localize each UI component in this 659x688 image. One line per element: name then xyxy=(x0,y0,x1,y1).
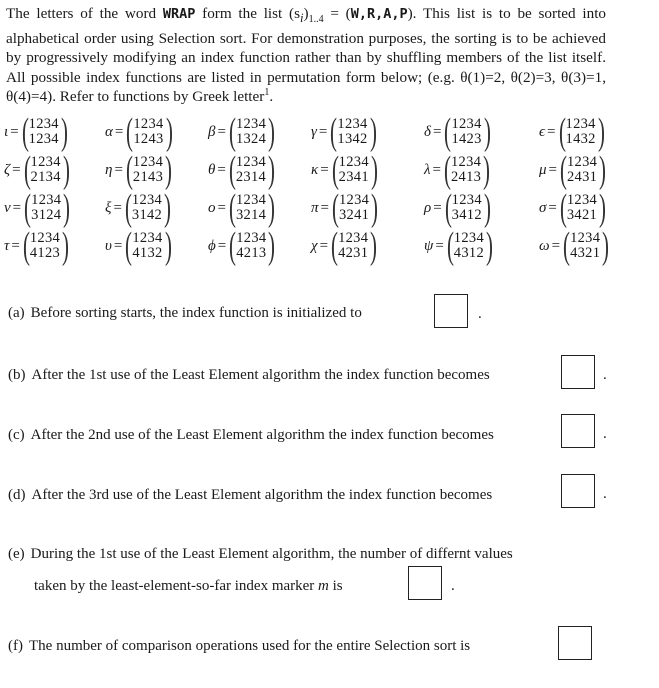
intro-text: . xyxy=(269,87,274,105)
greek-letter: χ xyxy=(311,237,318,254)
equals-sign: = xyxy=(318,123,328,140)
permutation-table xyxy=(4,113,654,265)
two-line-notation xyxy=(236,231,266,261)
permutation-top-row: 1234 xyxy=(570,230,601,246)
permutation-top-row: 1234 xyxy=(453,230,484,246)
right-paren: ) xyxy=(370,149,378,191)
permutation-top-row: 1234 xyxy=(236,230,267,246)
permutation-bottom-row: 1432 xyxy=(565,131,596,147)
two-line-notation xyxy=(567,155,597,185)
left-paren: ( xyxy=(228,149,236,191)
two-line-notation xyxy=(133,155,163,185)
permutation-bottom-row: 4312 xyxy=(453,245,484,261)
permutation-entry xyxy=(311,227,424,265)
variable-m: m xyxy=(318,578,329,594)
right-paren: ) xyxy=(369,111,377,153)
question-label: (f) xyxy=(8,638,23,654)
question-text: After the 1st use of the Least Element algorithm the index function becomes xyxy=(31,367,490,383)
subscript-i: i xyxy=(300,11,304,26)
question-a xyxy=(8,303,362,323)
right-paren: ) xyxy=(268,149,276,191)
two-line-notation xyxy=(133,117,163,147)
question-e-line2 xyxy=(34,576,343,596)
intro-text: ) xyxy=(303,5,309,22)
period: . xyxy=(603,486,607,502)
footnote-mark: 1 xyxy=(264,86,270,98)
right-paren: ) xyxy=(164,225,172,267)
permutation-top-row: 1234 xyxy=(565,116,596,132)
equals-sign: = xyxy=(113,237,123,254)
greek-letter: λ xyxy=(424,161,431,178)
permutation-entry xyxy=(539,227,649,265)
question-label: (a) xyxy=(8,305,25,321)
two-line-notation xyxy=(236,117,266,147)
permutation-entry xyxy=(208,227,311,265)
permutation-bottom-row: 4123 xyxy=(29,245,61,261)
left-paren: ( xyxy=(444,187,452,229)
left-paren: ( xyxy=(228,187,236,229)
right-paren: ) xyxy=(599,187,607,229)
right-paren: ) xyxy=(370,225,378,267)
greek-letter: ν xyxy=(4,199,11,216)
two-line-notation xyxy=(570,231,600,261)
left-paren: ( xyxy=(563,225,571,267)
permutation-entry xyxy=(208,189,311,227)
question-text: After the 3rd use of the Least Element algorithm the index function becomes xyxy=(31,487,493,503)
permutation-entry xyxy=(105,189,208,227)
equals-sign: = xyxy=(217,123,226,140)
permutation-entry xyxy=(105,151,208,189)
permutation-entry xyxy=(424,189,539,227)
question-label: (c) xyxy=(8,427,25,443)
permutation-top-row: 1234 xyxy=(338,192,370,208)
permutation-top-row: 1234 xyxy=(31,192,62,208)
question-e xyxy=(8,544,608,564)
permutation-top-row: 1234 xyxy=(338,154,369,170)
intro-text: ). This list is to be sorted into alphabetical order using Selection sort. For demonstration purposes, the sorting is to be achieved by progressively modifying an index function rather than by shuffling members of the list itself. All possible index functions are listed in permutation form below; (e.g. θ(1)=2, θ(2)=3, θ(3)=1, θ(4)=4). Refer to functions by Greek letter xyxy=(6,5,607,105)
permutation-entry xyxy=(311,113,424,151)
left-paren: ( xyxy=(559,187,567,229)
equals-sign: = xyxy=(11,237,20,254)
permutation-top-row: 1234 xyxy=(566,192,598,208)
equals-sign: = xyxy=(113,199,122,216)
permutation-top-row: 1234 xyxy=(132,154,164,170)
two-line-notation xyxy=(337,117,367,147)
left-paren: ( xyxy=(22,225,30,267)
permutation-bottom-row: 3214 xyxy=(235,207,267,223)
two-line-notation xyxy=(451,155,481,185)
intro-text: = ( xyxy=(323,5,351,22)
permutation-bottom-row: 4231 xyxy=(338,245,369,261)
permutation-entry xyxy=(4,151,105,189)
permutation-bottom-row: 4132 xyxy=(132,245,163,261)
permutation-entry xyxy=(4,227,105,265)
permutation-top-row: 1234 xyxy=(337,116,368,132)
question-label: (e) xyxy=(8,546,25,562)
right-paren: ) xyxy=(268,111,276,153)
two-line-notation xyxy=(339,155,369,185)
left-paren: ( xyxy=(331,149,339,191)
two-line-notation xyxy=(29,117,59,147)
answer-box-d[interactable] xyxy=(561,474,595,508)
left-paren: ( xyxy=(229,225,237,267)
right-paren: ) xyxy=(62,149,70,191)
permutation-entry xyxy=(539,189,649,227)
left-paren: ( xyxy=(24,187,32,229)
permutation-entry xyxy=(105,113,208,151)
permutation-entry xyxy=(311,189,424,227)
left-paren: ( xyxy=(21,111,29,153)
right-paren: ) xyxy=(483,187,491,229)
permutation-bottom-row: 1243 xyxy=(133,131,164,147)
greek-letter: ψ xyxy=(424,237,434,254)
question-label: (b) xyxy=(8,367,26,383)
right-paren: ) xyxy=(602,225,610,267)
greek-letter: ω xyxy=(539,237,550,254)
greek-letter: υ xyxy=(105,237,112,254)
permutation-bottom-row: 3142 xyxy=(131,207,163,223)
equals-sign: = xyxy=(114,123,124,140)
permutation-top-row: 1234 xyxy=(235,192,267,208)
question-text: After the 2nd use of the Least Element algorithm the index function becomes xyxy=(30,427,494,443)
question-c xyxy=(8,425,494,445)
left-paren: ( xyxy=(124,187,132,229)
equals-sign: = xyxy=(432,161,441,178)
permutation-top-row: 1234 xyxy=(133,116,164,132)
equals-sign: = xyxy=(547,123,556,140)
two-line-notation xyxy=(30,231,60,261)
permutation-entry xyxy=(4,113,105,151)
right-paren: ) xyxy=(165,149,173,191)
permutation-bottom-row: 3124 xyxy=(31,207,62,223)
greek-letter: δ xyxy=(424,123,431,140)
left-paren: ( xyxy=(560,149,567,191)
permutation-entry xyxy=(539,113,649,151)
permutation-bottom-row: 1423 xyxy=(451,131,482,147)
permutation-top-row: 1234 xyxy=(451,116,482,132)
left-paren: ( xyxy=(125,225,133,267)
permutation-bottom-row: 4213 xyxy=(236,245,267,261)
greek-letter: ζ xyxy=(4,161,11,178)
permutation-entry xyxy=(311,151,424,189)
permutation-bottom-row: 2134 xyxy=(30,169,61,185)
question-label: (d) xyxy=(8,487,26,503)
two-line-notation xyxy=(339,193,369,223)
two-line-notation xyxy=(132,193,162,223)
permutation-bottom-row: 1234 xyxy=(28,131,59,147)
permutation-entry xyxy=(208,151,311,189)
problem-statement xyxy=(6,4,606,106)
equals-sign: = xyxy=(217,237,227,254)
right-paren: ) xyxy=(63,187,71,229)
period: . xyxy=(603,367,607,383)
greek-letter: ι xyxy=(4,123,9,140)
permutation-top-row: 1234 xyxy=(28,116,59,132)
equals-sign: = xyxy=(12,199,22,216)
right-paren: ) xyxy=(165,111,173,153)
question-text: taken by the least-element-so-far index marker xyxy=(34,578,319,594)
right-paren: ) xyxy=(268,225,276,267)
question-b xyxy=(8,365,490,385)
equals-sign: = xyxy=(551,237,561,254)
right-paren: ) xyxy=(599,149,607,191)
permutation-top-row: 1234 xyxy=(132,230,163,246)
equals-sign: = xyxy=(435,237,444,254)
two-line-notation xyxy=(236,155,266,185)
permutation-bottom-row: 4321 xyxy=(570,245,601,261)
greek-letter: π xyxy=(311,199,319,216)
subscript-range: 1..4 xyxy=(308,14,324,26)
left-paren: ( xyxy=(446,225,454,267)
permutation-bottom-row: 1324 xyxy=(235,131,267,147)
answer-box-f[interactable] xyxy=(558,626,592,660)
intro-text: form the list (s xyxy=(195,5,300,22)
question-text: Before sorting starts, the index function is initialized to xyxy=(30,305,362,321)
greek-letter: ϵ xyxy=(539,123,546,140)
permutation-top-row: 1234 xyxy=(131,192,163,208)
permutation-top-row: 1234 xyxy=(338,230,369,246)
right-paren: ) xyxy=(597,111,605,153)
question-f xyxy=(8,636,470,656)
permutation-bottom-row: 2314 xyxy=(235,169,267,185)
equals-sign: = xyxy=(319,237,329,254)
permutation-top-row: 1234 xyxy=(567,154,598,170)
two-line-notation xyxy=(338,231,368,261)
equals-sign: = xyxy=(10,123,19,140)
right-paren: ) xyxy=(164,187,172,229)
greek-letter: σ xyxy=(539,199,547,216)
answer-box-e[interactable] xyxy=(408,566,442,600)
permutation-bottom-row: 3421 xyxy=(566,207,598,223)
equals-sign: = xyxy=(320,199,329,216)
right-paren: ) xyxy=(486,225,493,267)
period: . xyxy=(451,578,455,594)
permutation-entry xyxy=(424,151,539,189)
permutation-bottom-row: 3241 xyxy=(338,207,370,223)
greek-letter: η xyxy=(105,161,113,178)
two-line-notation xyxy=(451,117,481,147)
left-paren: ( xyxy=(558,111,566,153)
question-text: The number of comparison operations used for the entire Selection sort is xyxy=(29,638,471,654)
period: . xyxy=(478,306,482,322)
right-paren: ) xyxy=(268,187,276,229)
greek-letter: ϕ xyxy=(208,237,216,254)
two-line-notation xyxy=(31,155,61,185)
permutation-bottom-row: 2413 xyxy=(450,169,482,185)
permutation-bottom-row: 2431 xyxy=(567,169,598,185)
equals-sign: = xyxy=(217,199,226,216)
left-paren: ( xyxy=(444,111,452,153)
equals-sign: = xyxy=(320,161,329,178)
permutation-top-row: 1234 xyxy=(29,230,61,246)
greek-letter: κ xyxy=(311,161,319,178)
equals-sign: = xyxy=(114,161,123,178)
answer-box-c[interactable] xyxy=(561,414,595,448)
permutation-bottom-row: 2143 xyxy=(132,169,164,185)
permutation-top-row: 1234 xyxy=(450,154,482,170)
question-text: During the 1st use of the Least Element algorithm, the number of differnt values xyxy=(30,546,513,562)
left-paren: ( xyxy=(332,187,339,229)
greek-letter: γ xyxy=(311,123,317,140)
permutation-top-row: 1234 xyxy=(30,154,61,170)
permutation-entry xyxy=(539,151,649,189)
greek-letter: ξ xyxy=(105,199,112,216)
two-line-notation xyxy=(566,117,596,147)
answer-box-a[interactable] xyxy=(434,294,468,328)
permutation-entry xyxy=(208,113,311,151)
right-paren: ) xyxy=(62,225,70,267)
permutation-entry xyxy=(424,113,539,151)
equals-sign: = xyxy=(432,123,442,140)
right-paren: ) xyxy=(60,111,68,153)
left-paren: ( xyxy=(126,111,134,153)
left-paren: ( xyxy=(125,149,133,191)
right-paren: ) xyxy=(483,111,491,153)
greek-letter: o xyxy=(208,199,216,216)
equals-sign: = xyxy=(433,199,442,216)
permutation-entry xyxy=(424,227,539,265)
two-line-notation xyxy=(452,193,482,223)
right-paren: ) xyxy=(371,187,379,229)
permutation-bottom-row: 1342 xyxy=(337,131,368,147)
left-paren: ( xyxy=(443,149,451,191)
permutation-top-row: 1234 xyxy=(451,192,482,208)
permutation-top-row: 1234 xyxy=(235,154,267,170)
two-line-notation xyxy=(454,231,484,261)
greek-letter: α xyxy=(105,123,113,140)
greek-letter: ρ xyxy=(424,199,432,216)
permutation-top-row: 1234 xyxy=(235,116,267,132)
greek-letter: θ xyxy=(208,161,216,178)
greek-letter: τ xyxy=(4,237,10,254)
period: . xyxy=(603,426,607,442)
permutation-entry xyxy=(4,189,105,227)
permutation-bottom-row: 2341 xyxy=(338,169,369,185)
two-line-notation xyxy=(567,193,597,223)
permutation-entry xyxy=(105,227,208,265)
permutation-bottom-row: 3412 xyxy=(451,207,482,223)
equals-sign: = xyxy=(548,161,557,178)
left-paren: ( xyxy=(23,149,31,191)
list-values: W,R,A,P xyxy=(350,6,408,22)
left-paren: ( xyxy=(228,111,236,153)
two-line-notation xyxy=(31,193,61,223)
equals-sign: = xyxy=(217,161,226,178)
greek-letter: μ xyxy=(539,161,547,178)
equals-sign: = xyxy=(548,199,557,216)
right-paren: ) xyxy=(483,149,491,191)
question-text: is xyxy=(328,578,343,594)
answer-box-b[interactable] xyxy=(561,355,595,389)
two-line-notation xyxy=(236,193,266,223)
left-paren: ( xyxy=(330,111,338,153)
two-line-notation xyxy=(132,231,162,261)
equals-sign: = xyxy=(12,161,21,178)
greek-letter: β xyxy=(208,123,216,140)
left-paren: ( xyxy=(331,225,339,267)
intro-text: The letters of the word xyxy=(6,5,163,22)
word-wrap: WRAP xyxy=(162,6,196,22)
question-d xyxy=(8,485,492,505)
